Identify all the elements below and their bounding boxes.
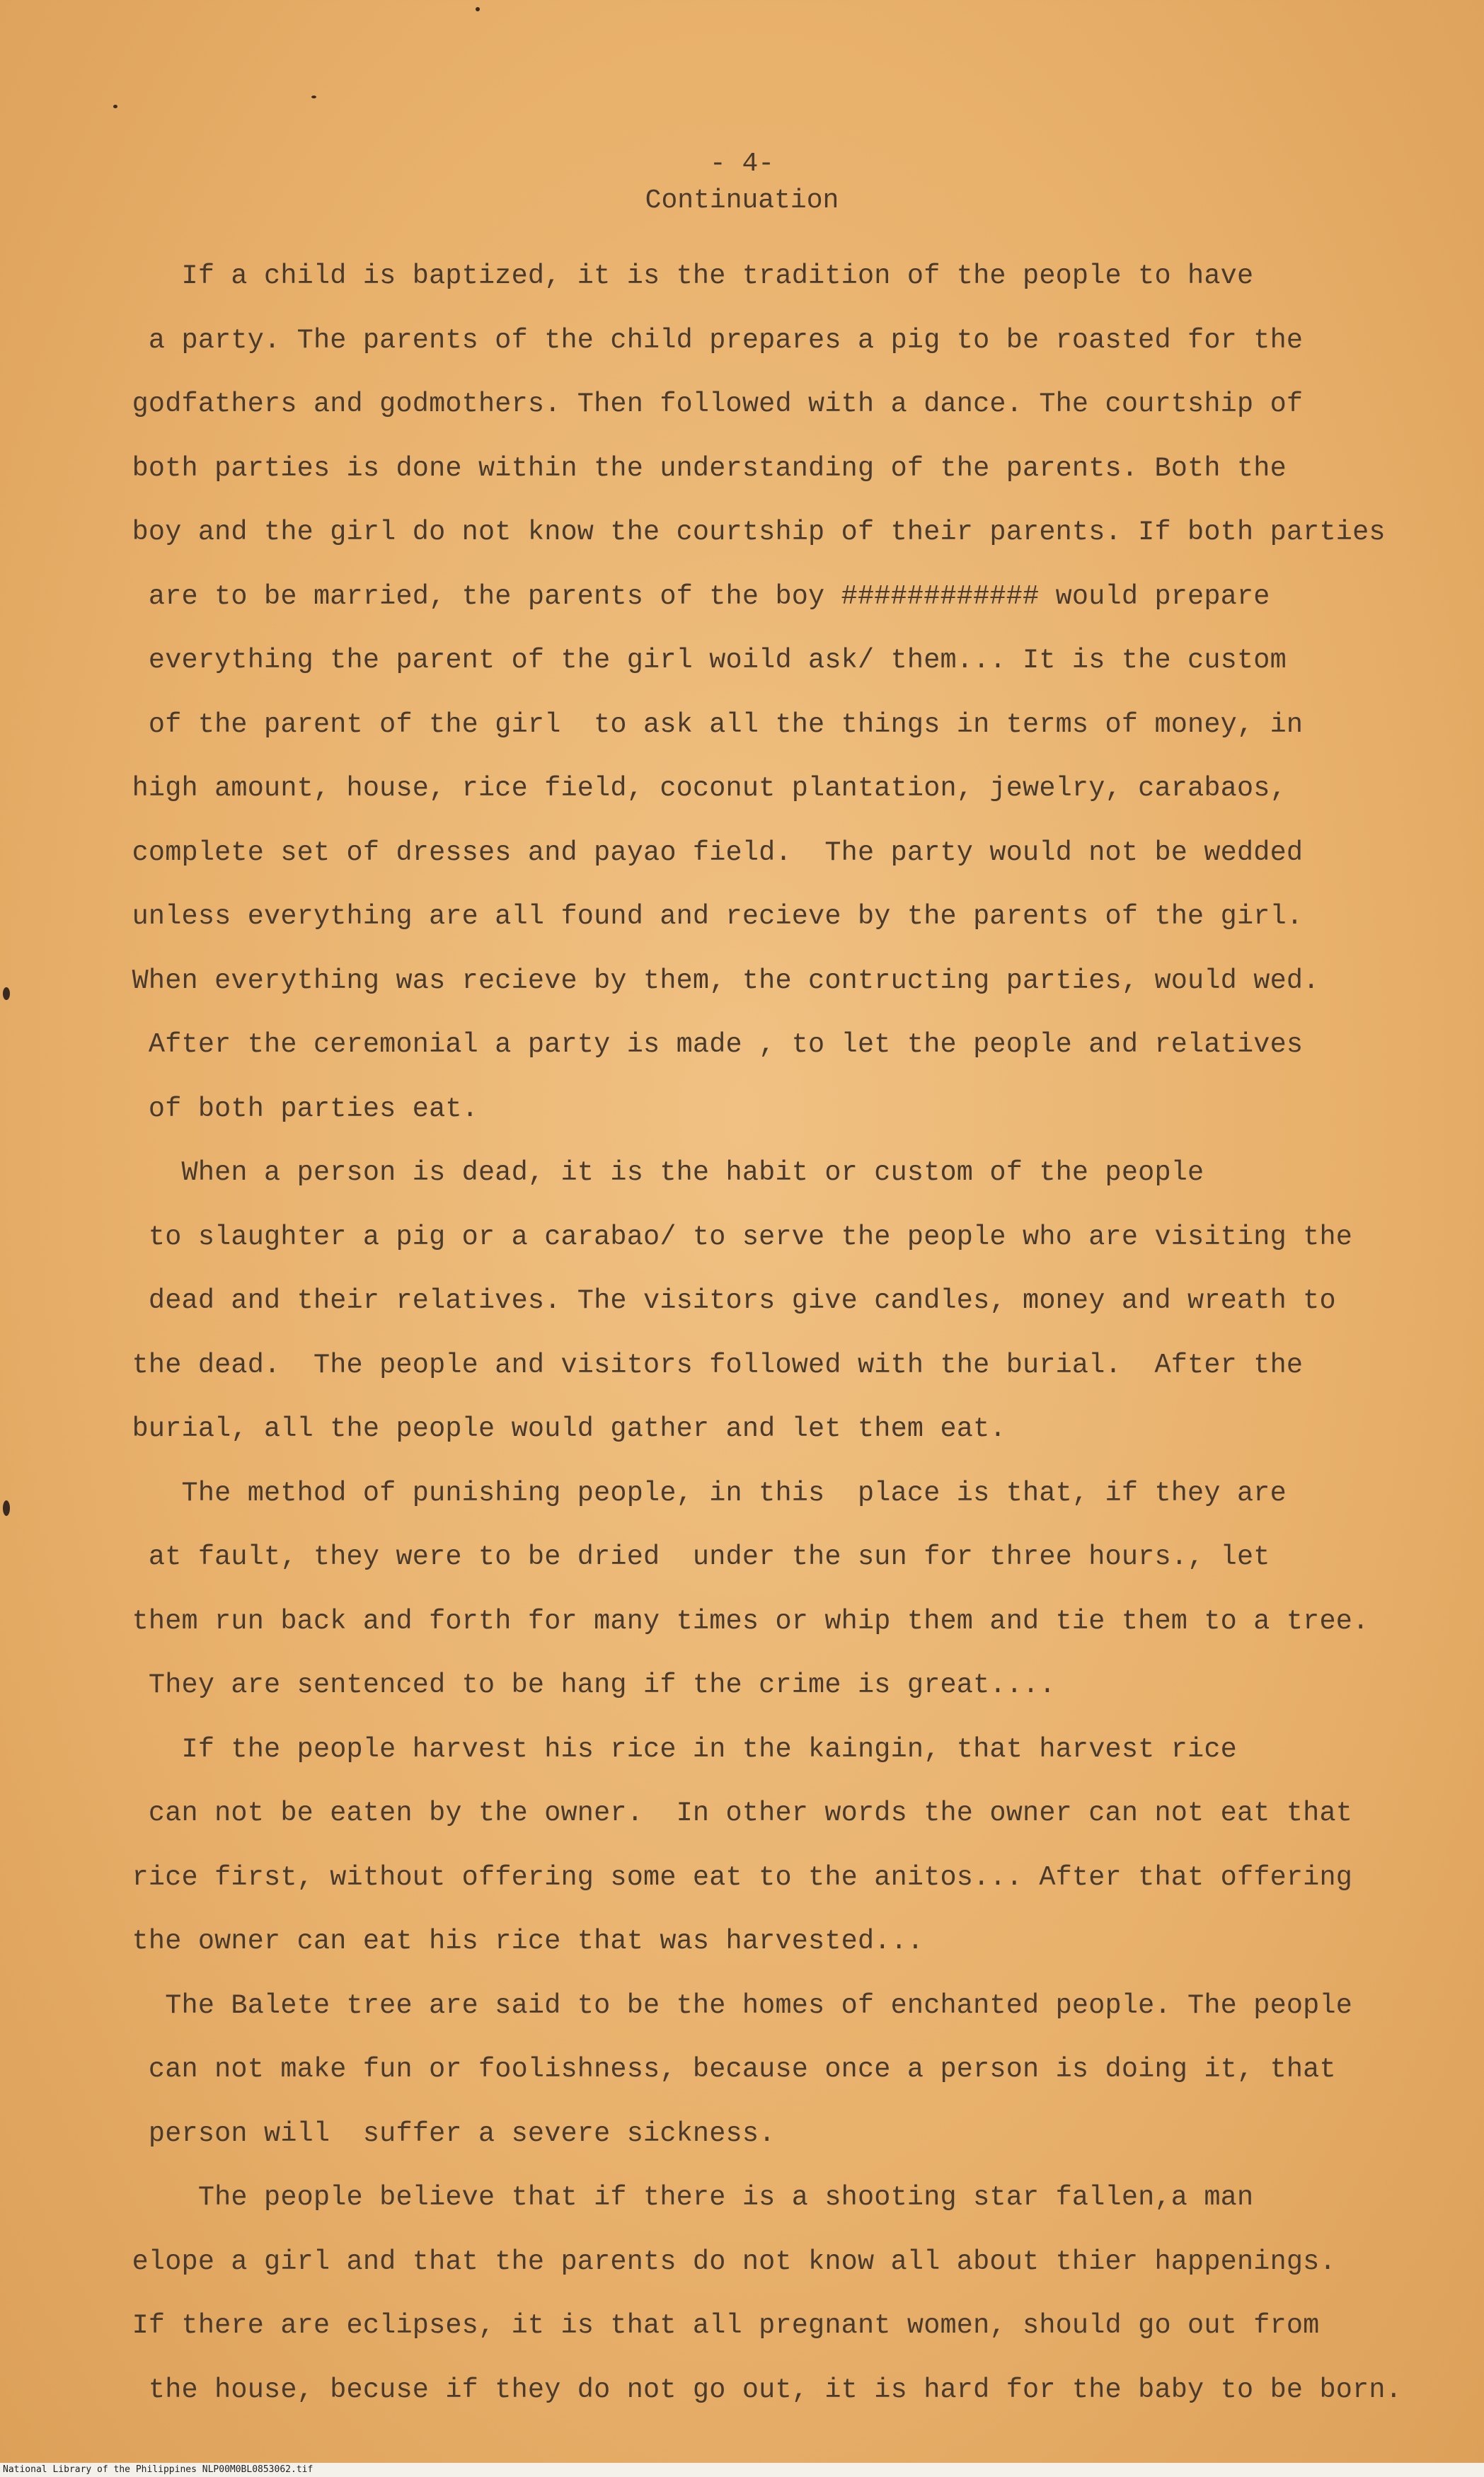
text-line: high amount, house, rice field, coconut plantation, jewelry, carabaos,: [99, 773, 1287, 804]
text-line: burial, all the people would gather and let them eat.: [99, 1413, 1006, 1444]
scan-footer: National Library of the Philippines NLP00M0BL0853062.tif: [0, 2463, 1484, 2477]
text-line: When a person is dead, it is the habit or custom of the people: [99, 1157, 1204, 1188]
text-line: dead and their relatives. The visitors give candles, money and wreath to: [99, 1285, 1336, 1316]
text-line: are to be married, the parents of the boy ############ would prepare: [99, 580, 1270, 612]
text-line: unless everything are all found and recieve by the parents of the girl.: [99, 901, 1304, 932]
page-subtitle: Continuation: [645, 185, 839, 216]
text-line: They are sentenced to be hang if the crime is great....: [99, 1669, 1056, 1701]
text-line: person will suffer a severe sickness.: [99, 2117, 776, 2149]
text-line: can not make fun or foolishness, because once a person is doing it, that: [99, 2054, 1336, 2085]
text-line: After the ceremonial a party is made , to let the people and relatives: [99, 1029, 1304, 1060]
text-line: everything the parent of the girl woild ask/ them... It is the custom: [99, 645, 1287, 676]
text-line: complete set of dresses and payao field. The party would not be wedded: [99, 837, 1304, 868]
text-line: When everything was recieve by them, the contructing parties, would wed.: [99, 965, 1320, 996]
text-line: rice first, without offering some eat to the anitos... After that offering: [99, 1861, 1353, 1893]
text-line: of the parent of the girl to ask all the things in terms of money, in: [99, 708, 1304, 740]
text-line: If the people harvest his rice in the kaingin, that harvest rice: [99, 1733, 1237, 1765]
paper-speck: [113, 105, 117, 108]
paper-speck: [311, 96, 316, 98]
text-line: both parties is done within the understanding of the parents. Both the: [99, 452, 1287, 484]
text-line: them run back and forth for many times or whip them and tie them to a tree.: [99, 1605, 1369, 1637]
paper-speck: [3, 987, 10, 1000]
text-line: If a child is baptized, it is the tradition of the people to have: [99, 260, 1254, 292]
text-line: the dead. The people and visitors followed with the burial. After the: [99, 1349, 1304, 1381]
text-line: the house, becuse if they do not go out, it is hard for the baby to be born.: [99, 2374, 1402, 2406]
text-line: to slaughter a pig or a carabao/ to serve the people who are visiting the: [99, 1221, 1353, 1253]
text-line: The people believe that if there is a shooting star fallen,a man: [99, 2182, 1254, 2213]
body-text: [99, 244, 1402, 2422]
page-number: - 4-: [709, 149, 775, 179]
text-line: The method of punishing people, in this place is that, if they are: [99, 1477, 1287, 1509]
text-line: of both parties eat.: [99, 1093, 478, 1125]
text-line: godfathers and godmothers. Then followed with a dance. The courtship of: [99, 389, 1304, 420]
text-line: boy and the girl do not know the courtship of their parents. If both parties: [99, 517, 1386, 548]
paper-speck: [3, 1500, 10, 1516]
text-line: at fault, they were to be dried under the sun for three hours., let: [99, 1541, 1270, 1573]
text-line: elope a girl and that the parents do not know all about thier happenings.: [99, 2246, 1336, 2277]
text-line: If there are eclipses, it is that all pregnant women, should go out from: [99, 2310, 1320, 2341]
text-line: a party. The parents of the child prepares a pig to be roasted for the: [99, 324, 1304, 356]
text-line: the owner can eat his rice that was harvested...: [99, 1926, 924, 1957]
text-line: The Balete tree are said to be the homes of enchanted people. The people: [99, 1989, 1353, 2021]
paper-speck: [476, 7, 480, 11]
text-line: can not be eaten by the owner. In other words the owner can not eat that: [99, 1798, 1353, 1829]
